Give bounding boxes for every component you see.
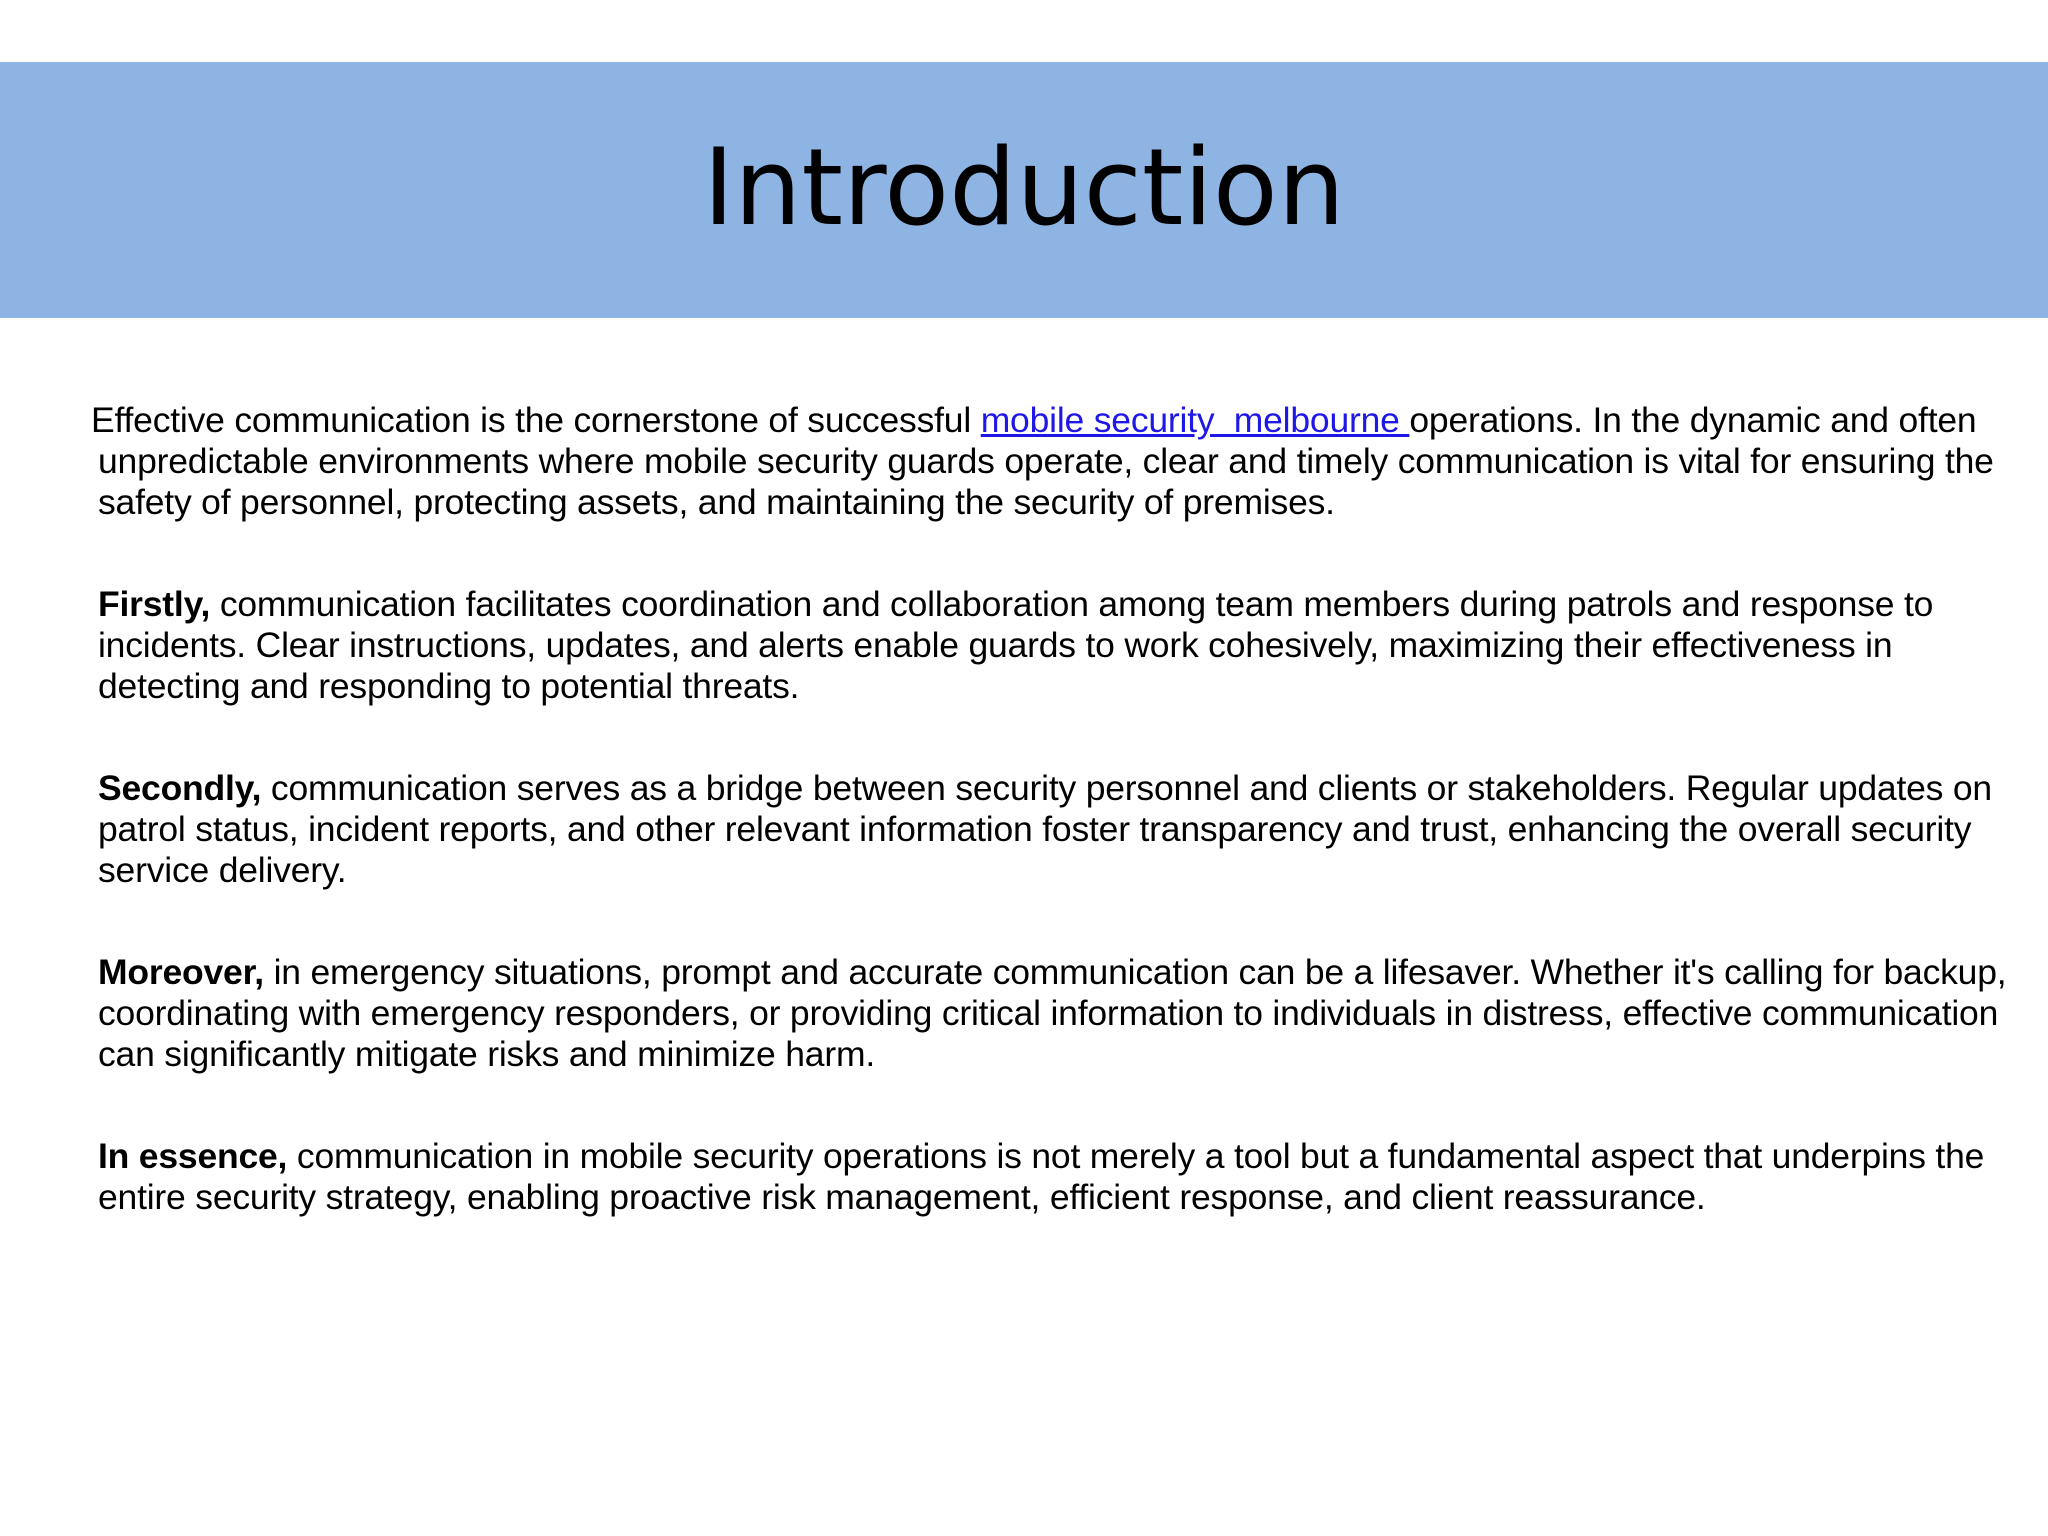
paragraph-lead: In essence, — [98, 1136, 288, 1176]
paragraph-lead: Secondly, — [98, 768, 262, 808]
intro-paragraph — [91, 400, 2028, 523]
mobile-security-melbourne-link[interactable]: mobile security melbourne — [980, 400, 1410, 440]
title-band — [0, 62, 2048, 318]
slide-title: Introduction — [703, 125, 1345, 249]
moreover-paragraph — [98, 952, 2028, 1075]
paragraph-text: communication facilitates coordination and collaboration among team members during patrols and response to incidents. Clear instructions, updates, and alerts enable guards to work cohesively, maximizing their effectiveness in detecting and responding to potential threats. — [98, 584, 1934, 706]
intro-text-before-link: Effective communication is the cornerstone of successful — [91, 400, 981, 440]
secondly-paragraph — [98, 768, 2028, 891]
slide-body — [91, 400, 2028, 1279]
paragraph-text: in emergency situations, prompt and accurate communication can be a lifesaver. Whether it's calling for backup, coordinating with emergency responders, or providing critical information to individuals in distress, effective communication can significantly mitigate risks and minimize harm. — [98, 952, 2007, 1074]
in-essence-paragraph — [98, 1136, 2028, 1218]
paragraph-lead: Firstly, — [98, 584, 211, 624]
firstly-paragraph — [98, 584, 2028, 707]
paragraph-text: communication serves as a bridge between security personnel and clients or stakeholders. Regular updates on patrol status, incident reports, and other relevant information foster transparency and trust, enhancing the overall security service delivery. — [98, 768, 1992, 890]
paragraph-lead: Moreover, — [98, 952, 264, 992]
paragraph-text: communication in mobile security operations is not merely a tool but a fundamental aspect that underpins the entire security strategy, enabling proactive risk management, efficient response, and client reassurance. — [98, 1136, 1985, 1217]
intro-text-after-link: operations. In the dynamic and often unpredictable environments where mobile security guards operate, clear and timely communication is vital for ensuring the safety of personnel, protecting assets, and maintaining the security of premises. — [98, 400, 1994, 522]
